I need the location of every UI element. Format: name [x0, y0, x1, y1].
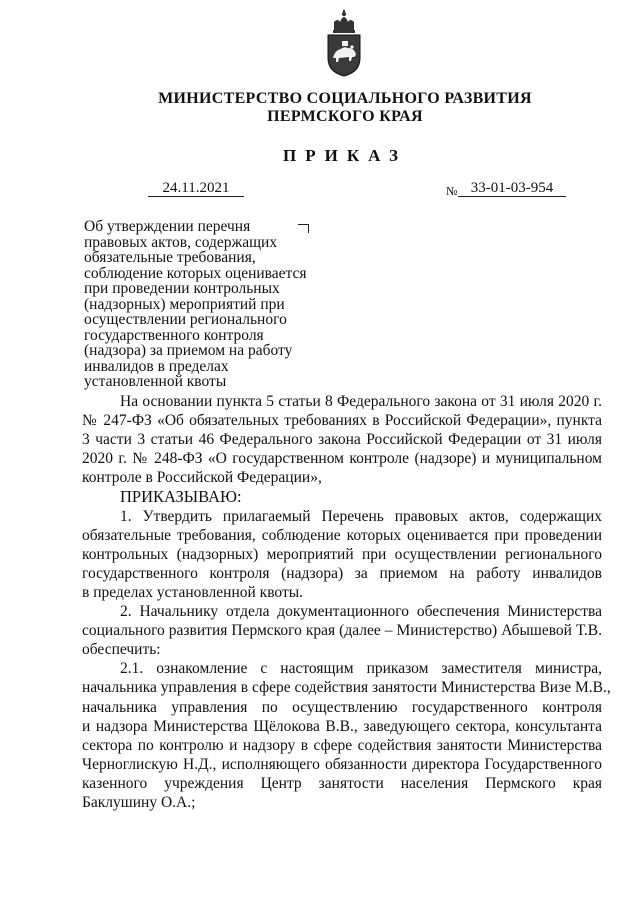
- order-subject: [84, 219, 324, 390]
- order-date: 24.11.2021: [148, 180, 244, 197]
- subject-line: установленной квоты: [84, 373, 227, 390]
- body-line: начальника управления по осуществлению государственного контроля: [82, 698, 602, 716]
- body-line: государственного контроля (надзора) за приемом на работу инвалидов: [82, 564, 602, 582]
- body-line: обязательные требования, соблюдение которых оценивается при проведении: [82, 526, 602, 544]
- perm-krai-coat-of-arms-icon: [322, 8, 366, 78]
- item-2-1-paragraph: [82, 659, 611, 812]
- body-line: № 247-ФЗ «Об обязательных требованиях в Российской Федерации», пункта: [82, 412, 602, 430]
- body-line: сектора по контролю и надзору в сфере содействия занятости Министерства: [82, 736, 602, 754]
- order-number: 33-01-03-954: [458, 180, 566, 197]
- order-number-label: №: [446, 184, 458, 198]
- body-line: контрольных (надзорных) мероприятий при осуществлении регионального: [82, 545, 602, 563]
- subject-line: (надзора) за приемом на работу: [84, 342, 293, 359]
- body-line: Черноглискую Н.Д., исполняющего обязанности директора Государственного: [82, 755, 602, 773]
- ministry-name-line1: МИНИСТЕРСТВО СОЦИАЛЬНОГО РАЗВИТИЯ: [158, 90, 532, 107]
- body-line: обеспечить:: [82, 641, 161, 659]
- subject-line: обязательные требования,: [84, 249, 256, 266]
- order-body: [82, 392, 611, 812]
- body-line: 2020 г. № 248-ФЗ «О государственном контроле (надзоре) и муниципальном: [82, 450, 602, 468]
- body-line: На основании пункта 5 статьи 8 Федерального закона от 31 июля 2020 г.: [120, 393, 602, 410]
- order-directive-word: ПРИКАЗЫВАЮ:: [120, 487, 242, 507]
- body-line: социального развития Пермского края (далее – Министерство) Абышевой Т.В.: [82, 622, 602, 640]
- subject-line: правовых актов, содержащих: [84, 233, 278, 251]
- subject-line: государственного контроля: [84, 326, 264, 344]
- body-line: казенного учреждения Центр занятости населения Пермского края: [82, 774, 602, 792]
- document-type-title: ПРИКАЗ: [283, 146, 407, 165]
- body-line: 1. Утвердить прилагаемый Перечень правовых актов, содержащих: [120, 507, 602, 525]
- item-1-paragraph: [82, 507, 602, 602]
- body-line: контроле в Российской Федерации»,: [82, 469, 322, 487]
- preamble-paragraph: [82, 392, 602, 487]
- body-line: начальника управления в сфере содействия занятости Министерства Визе М.В.,: [82, 679, 611, 697]
- subject-line: Об утверждении перечня: [84, 218, 251, 235]
- subject-line: осуществлении регионального: [84, 311, 287, 328]
- body-line: 2. Начальнику отдела документационного обеспечения Министерства: [120, 603, 602, 621]
- body-line: в пределах установленной квоты.: [82, 583, 304, 601]
- subject-line: при проведении контрольных: [84, 280, 280, 297]
- subject-line: инвалидов в пределах: [84, 357, 229, 375]
- body-line: и надзора Министерства Щёлокова В.В., заведующего сектора, консультанта: [82, 717, 602, 735]
- subject-line: (надзорных) мероприятий при: [84, 295, 285, 313]
- item-2-paragraph: [82, 602, 602, 659]
- ministry-name-line2: ПЕРМСКОГО КРАЯ: [267, 108, 423, 125]
- body-line: 3 части 3 статьи 46 Федерального закона Российской Федерации от 31 июля: [82, 431, 602, 449]
- body-line: Баклушину О.А.;: [82, 793, 196, 811]
- subject-line: соблюдение которых оценивается: [84, 264, 307, 282]
- body-line: 2.1. ознакомление с настоящим приказом заместителя министра,: [120, 660, 602, 678]
